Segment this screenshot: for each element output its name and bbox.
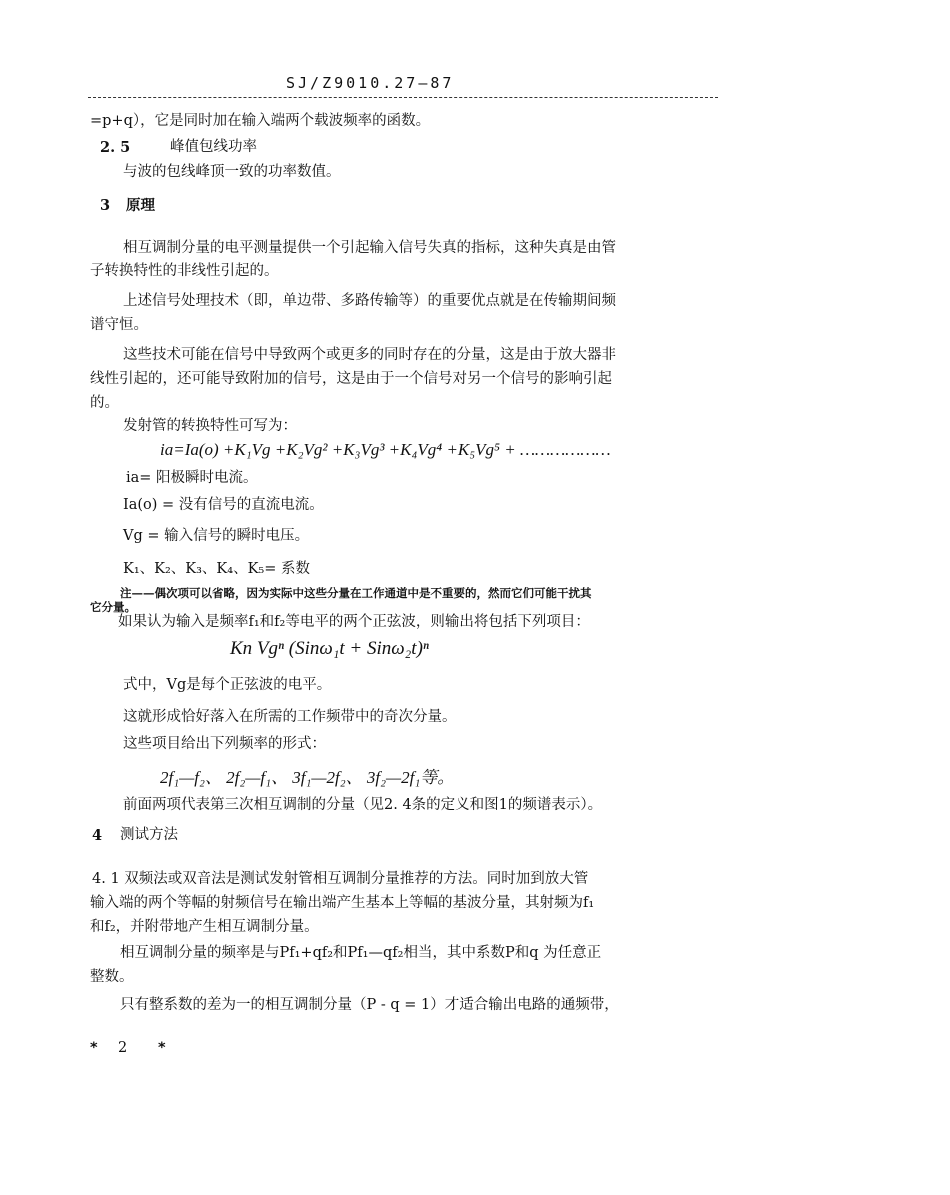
header-rule bbox=[88, 97, 718, 98]
text-line: 上述信号处理技术（即，单边带、多路传输等）的重要优点就是在传输期间频 bbox=[123, 293, 616, 309]
equation-transfer: ia=Ia(o) +K₁Vg +K₂Vg² +K₃Vg³ +K₄Vg⁴ +K₅Vg⁵ + ……………… bbox=[160, 440, 611, 459]
text-line: 4. 1 双频法或双音法是测试发射管相互调制分量推荐的方法。同时加到放大管 bbox=[92, 871, 589, 887]
text-line: 的。 bbox=[90, 395, 119, 411]
definition-line: K₁、K₂、K₃、K₄、K₅= 系数 bbox=[123, 561, 310, 577]
text-line: 输入端的两个等幅的射频信号在输出端产生基本上等幅的基波分量，其射频为f₁ bbox=[90, 895, 595, 911]
footer-star-right: * bbox=[158, 1040, 166, 1056]
section-title: 原理 bbox=[126, 197, 155, 214]
text-line: 线性引起的，还可能导致附加的信号，这是由于一个信号对另一个信号的影响引起 bbox=[90, 371, 612, 387]
text-line: 相互调制分量的电平测量提供一个引起输入信号失真的指标，这种失真是由管 bbox=[123, 240, 616, 256]
text-line: 只有整系数的差为一的相互调制分量（P - q = 1）才适合输出电路的通频带， bbox=[120, 997, 619, 1013]
definition-line: ia= 阳极瞬时电流。 bbox=[126, 470, 258, 486]
section-number: 4 bbox=[92, 827, 103, 844]
section-title: 峰值包线功率 bbox=[170, 139, 257, 155]
text-line: 相互调制分量的频率是与Pf₁+qf₂和Pf₁—qf₂相当，其中系数P和q 为任意正 bbox=[120, 945, 602, 961]
text-line: 这就形成恰好落入在所需的工作频带中的奇次分量。 bbox=[123, 709, 457, 725]
text-line: 这些项目给出下列频率的形式： bbox=[123, 736, 326, 752]
text-line: =p+q），它是同时加在输入端两个载波频率的函数。 bbox=[90, 113, 431, 129]
definition-line: Vg = 输入信号的瞬时电压。 bbox=[123, 528, 310, 544]
note-line: 它分量。 bbox=[90, 600, 136, 614]
section-number: 3 bbox=[100, 197, 111, 214]
text-line: 与波的包线峰顶一致的功率数值。 bbox=[123, 164, 341, 180]
footer-star-left: * bbox=[90, 1040, 98, 1056]
text-line: 发射管的转换特性可写为： bbox=[123, 418, 297, 434]
text-line: 前面两项代表第三次相互调制的分量（见2. 4条的定义和图1的频谱表示）。 bbox=[123, 797, 603, 813]
page-header: SJ/Z9010.27—87 bbox=[286, 74, 455, 92]
text-line: 子转换特性的非线性引起的。 bbox=[90, 263, 279, 279]
text-line: 式中，Vg是每个正弦波的电平。 bbox=[123, 677, 332, 693]
text-line: 谱守恒。 bbox=[90, 317, 148, 333]
text-line: 如果认为输入是频率f₁和f₂等电平的两个正弦波，则输出将包括下列项目： bbox=[118, 614, 590, 630]
equation-frequencies: 2f₁—f₂、 2f₂—f₁、 3f₁—2f₂、 3f₂—2f₁等。 bbox=[160, 768, 455, 787]
text-line: 和f₂，并附带地产生相互调制分量。 bbox=[90, 919, 319, 935]
section-number: 2. 5 bbox=[100, 139, 131, 156]
note-line: 注——偶次项可以省略，因为实际中这些分量在工作通道中是不重要的，然而它们可能干扰其 bbox=[120, 586, 592, 600]
page-number: 2 bbox=[118, 1040, 128, 1056]
text-line: 整数。 bbox=[90, 969, 134, 985]
section-title: 测试方法 bbox=[120, 827, 178, 843]
text-line: 这些技术可能在信号中导致两个或更多的同时存在的分量，这是由于放大器非 bbox=[123, 347, 616, 363]
equation-output: Kn Vgⁿ (Sinω₁t + Sinω₂t)ⁿ bbox=[230, 638, 429, 659]
definition-line: Ia(o) = 没有信号的直流电流。 bbox=[123, 497, 324, 513]
